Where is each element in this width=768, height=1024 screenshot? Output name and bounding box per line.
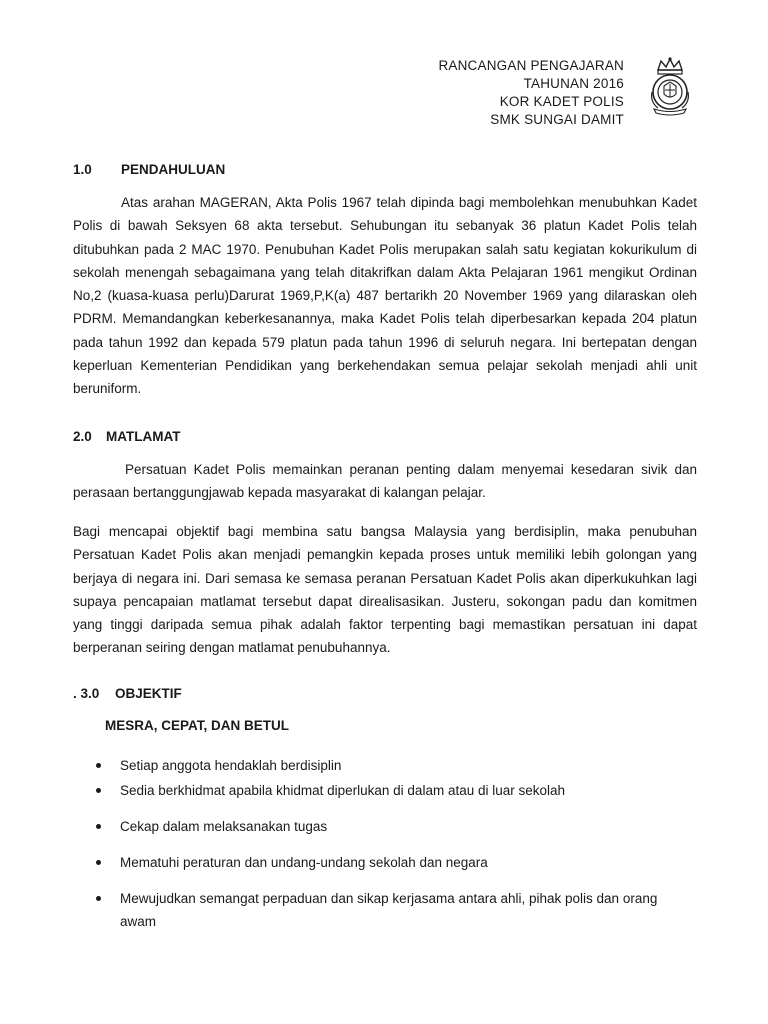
bullet-dot-icon: [96, 860, 101, 865]
objective-text: Mematuhi peraturan dan undang-undang sekolah dan negara: [120, 855, 488, 870]
objective-text: Sedia berkhidmat apabila khidmat diperlukan di dalam atau di luar sekolah: [120, 783, 566, 798]
header-line-1: RANCANGAN PENGAJARAN: [438, 58, 624, 73]
section-heading-objektif: [73, 685, 182, 703]
objective-text: Cekap dalam melaksanakan tugas: [120, 819, 328, 834]
section-number: 1.0: [73, 162, 92, 177]
section-heading-matlamat: [73, 428, 181, 446]
section-title: MATLAMAT: [106, 429, 181, 444]
pendahuluan-paragraph: Atas arahan MAGERAN, Akta Polis 1967 telah dipinda bagi membolehkan menubuhkan Kadet Polis di bawah Seksyen 68 akta tersebut. Sehubungan itu sebanyak 36 platun Kadet Polis telah ditubuhkan pada 2 MAC 1970. Penubuhan Kadet Polis merupakan salah satu kegiatan kokurikulum di sekolah menengah sebagaimana yang telah ditakrifkan dalam Akta Pelajaran 1961 mengikut Ordinan No,2 (kuasa-kuasa perlu)Darurat 1969,P,K(a) 487 bertarikh 20 November 1969 yang dilaraskan oleh PDRM. Memandangkan keberkesanannya, maka Kadet Polis telah diperbesarkan kepada 204 platun pada tahun 1992 dan kepada 579 platun pada tahun 1996 di seluruh negara. Ini bertepatan dengan keperluan Kementerian Pendidikan yang berkehendakan semua pelajar sekolah menjadi ahli unit beruniform.: [73, 195, 697, 397]
section-number: . 3.0: [73, 686, 100, 701]
section-number: 2.0: [73, 429, 92, 444]
objective-bullet: [96, 887, 696, 933]
objektif-motto: MESRA, CEPAT, DAN BETUL: [105, 718, 290, 733]
bullet-dot-icon: [96, 824, 101, 829]
document-header: [438, 57, 624, 129]
header-line-4: SMK SUNGAI DAMIT: [490, 112, 624, 127]
bullet-dot-icon: [96, 763, 101, 768]
bullet-dot-icon: [96, 788, 101, 793]
objective-text: Mewujudkan semangat perpaduan dan sikap kerjasama antara ahli, pihak polis dan orang awam: [120, 891, 658, 929]
section-title: OBJEKTIF: [115, 686, 182, 701]
objective-text: Setiap anggota hendaklah berdisiplin: [120, 758, 342, 773]
objective-bullet: [96, 815, 696, 838]
matlamat-paragraph-2: Bagi mencapai objektif bagi membina satu bangsa Malaysia yang berdisiplin, maka penubuhan Persatuan Kadet Polis akan menjadi pemangkin kepada proses untuk memiliki lebih golongan yang berjaya di negara ini. Dari semasa ke semasa peranan Persatuan Kadet Polis akan diperkukuhkan lagi supaya pencapaian matlamat tersebut dapat direalisasikan. Justeru, sokongan padu dan komitmen yang tinggi daripada semua pihak adalah faktor terpenting bagi memastikan persatuan ini dapat berperanan seiring dengan matlamat penubuhannya.: [73, 524, 697, 656]
header-line-2: TAHUNAN 2016: [523, 76, 624, 91]
objective-bullet: [96, 754, 696, 777]
matlamat-paragraph-1: Persatuan Kadet Polis memainkan peranan penting dalam menyemai kesedaran sivik dan perasaan bertanggungjawab kepada masyarakat di kalangan pelajar.: [73, 462, 697, 501]
header-line-3: KOR KADET POLIS: [499, 94, 624, 109]
section-heading-pendahuluan: [73, 161, 226, 179]
objective-bullet: [96, 851, 696, 874]
police-crest-icon: [644, 56, 696, 116]
objective-bullet: [96, 779, 696, 802]
bullet-dot-icon: [96, 896, 101, 901]
section-title: PENDAHULUAN: [121, 162, 226, 177]
